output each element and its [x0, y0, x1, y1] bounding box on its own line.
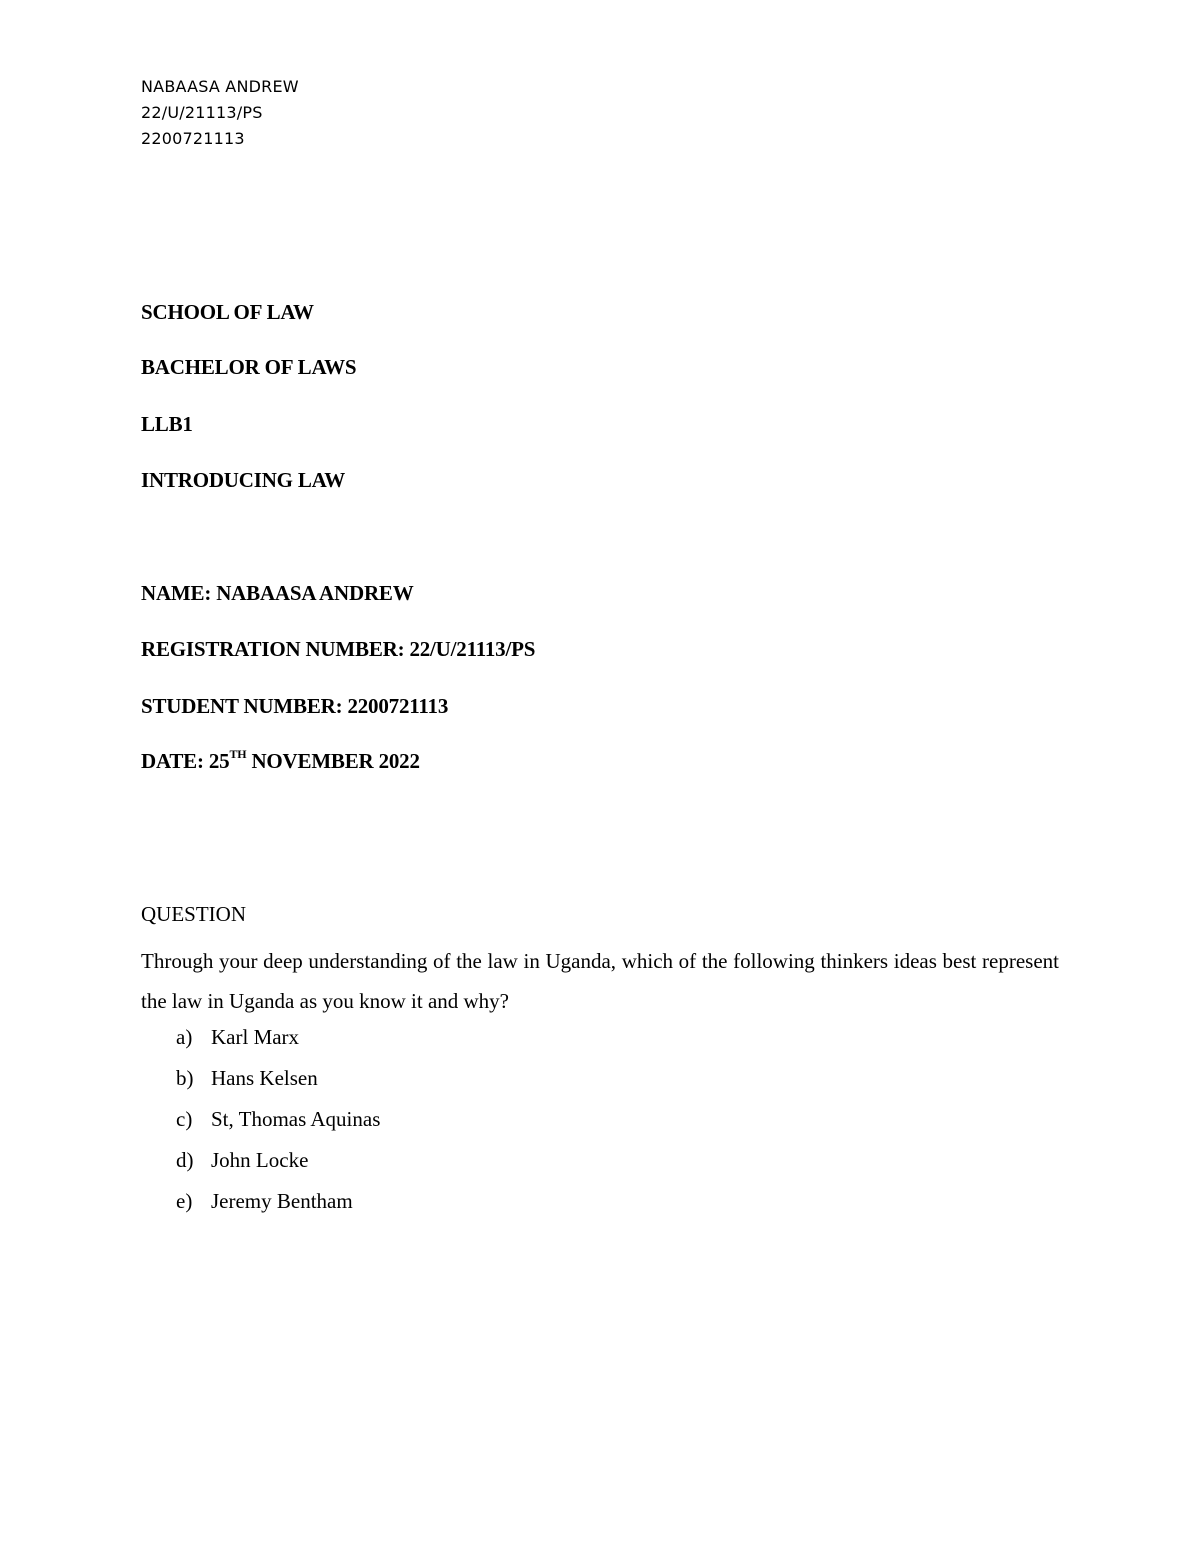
school-title: SCHOOL OF LAW — [141, 300, 314, 324]
registration-number-line: REGISTRATION NUMBER: 22/U/21113/PS — [141, 637, 536, 661]
answer-option — [176, 1101, 380, 1142]
option-label: Karl Marx — [211, 1025, 300, 1049]
year-title: LLB1 — [141, 412, 193, 436]
option-marker: b) — [176, 1066, 194, 1090]
option-label: St, Thomas Aquinas — [211, 1107, 381, 1131]
option-label: John Locke — [211, 1148, 309, 1172]
date-suffix: NOVEMBER 2022 — [246, 749, 420, 773]
date-superscript: TH — [229, 747, 247, 761]
option-marker: e) — [176, 1189, 193, 1213]
date-line — [141, 749, 420, 774]
student-name-line: NAME: NABAASA ANDREW — [141, 581, 414, 605]
answer-option — [176, 1060, 380, 1101]
answer-option — [176, 1019, 380, 1060]
option-marker: c) — [176, 1107, 193, 1131]
header-student-number: 2200721113 — [141, 129, 245, 148]
header-registration: 22/U/21113/PS — [141, 103, 263, 122]
option-marker: a) — [176, 1025, 193, 1049]
date-prefix: DATE: 25 — [141, 749, 230, 773]
header-name: NABAASA ANDREW — [141, 77, 299, 96]
option-label: Hans Kelsen — [211, 1066, 318, 1090]
programme-title: BACHELOR OF LAWS — [141, 355, 357, 379]
option-label: Jeremy Bentham — [211, 1189, 353, 1213]
option-marker: d) — [176, 1148, 194, 1172]
page-header — [141, 74, 299, 152]
answer-option — [176, 1142, 380, 1183]
unit-title: INTRODUCING LAW — [141, 468, 346, 492]
question-text: Through your deep understanding of the law in Uganda, which of the following thinkers ideas best represent the law in Uganda as you know it and why? — [141, 949, 1059, 1013]
question-heading: QUESTION — [141, 902, 246, 926]
answer-options-list — [176, 1019, 380, 1224]
student-number-line: STUDENT NUMBER: 2200721113 — [141, 694, 449, 718]
answer-option — [176, 1183, 380, 1224]
